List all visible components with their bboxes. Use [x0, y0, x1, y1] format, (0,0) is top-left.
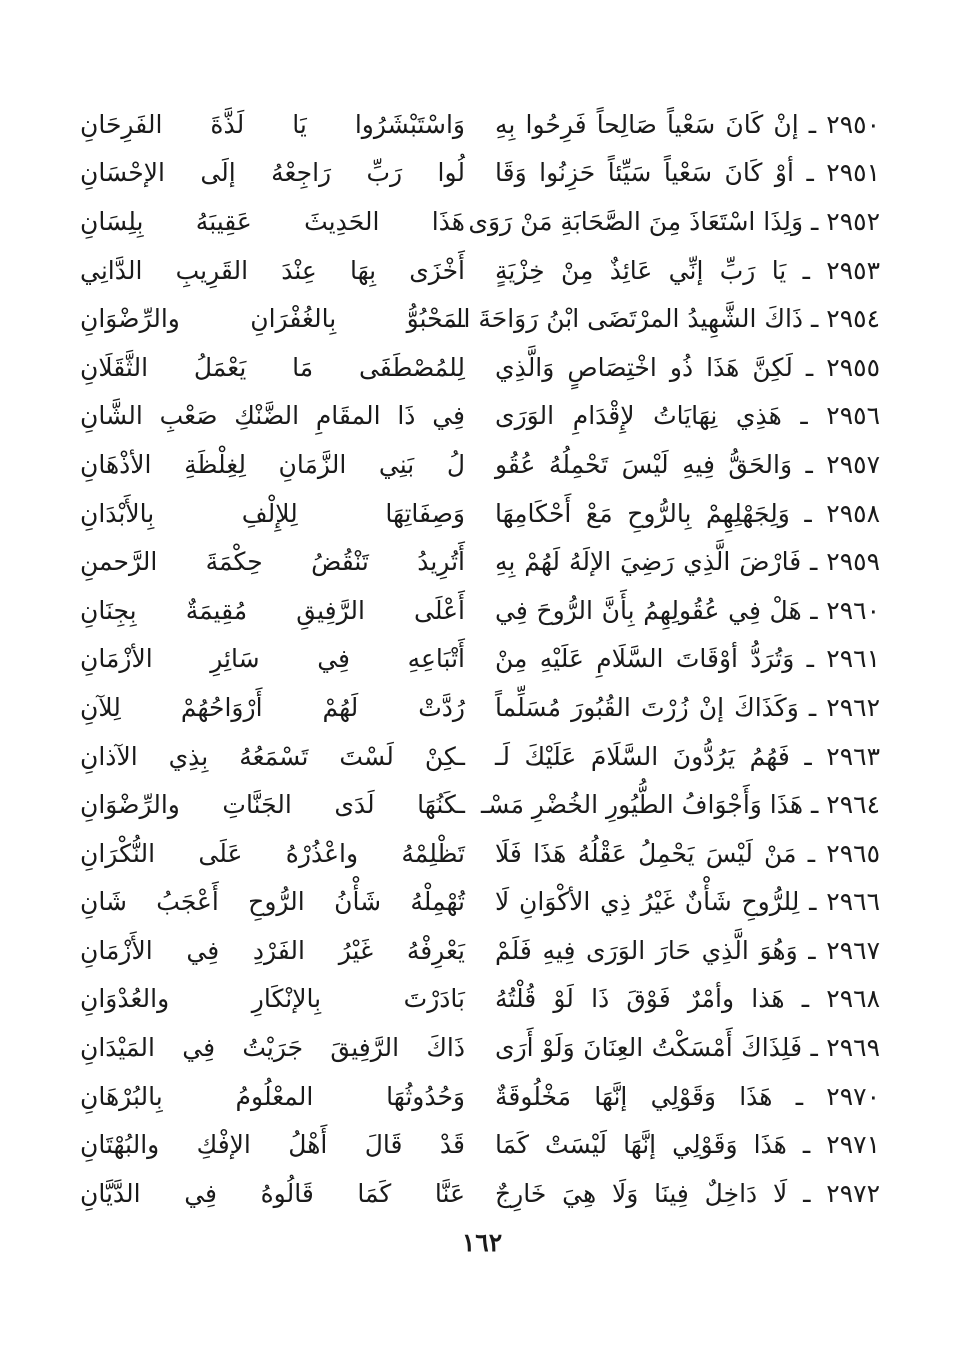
verse-first-hemistich: ٢٩٦١ ـ وَتُرَدُّ أوْقَاتَ السَّلَامِ عَلَيْهِ مِنْ [495, 644, 880, 674]
verse-second-hemistich: أَخْزَى بِهَا عِنْدَ القَرِيبِ الدَّانِي [80, 255, 465, 285]
verse-second-hemistich: ـمَحْبُوُّ بِالغُفْرَانِ والرِّضْوَانِ [80, 304, 465, 334]
page-number: ١٦٢ [461, 1228, 503, 1257]
verse-row [80, 392, 880, 441]
verse-second-hemistich: لِلمُصْطَفَى مَا يَعْمَلُ الثَّقَلَانِ [80, 352, 465, 382]
verse-first-hemistich: ٢٩٥٥ ـ لَكِنَّ هَذَا ذُو اخْتِصَاصٍ وَالَّذِي [495, 352, 880, 382]
verse-row [80, 829, 880, 878]
verse-row [80, 683, 880, 732]
verse-row [80, 975, 880, 1024]
verse-first-hemistich: ٢٩٥٧ ـ وَالحَقُّ فِيهِ لَيْسَ تَحْمِلُهُ عُقُو [495, 449, 880, 479]
verse-second-hemistich: أَتْبَاعِهِ فِي سَائِرِ الأزْمَانِ [80, 644, 465, 674]
verse-second-hemistich: تَظْلِمْهُ واعْذُرْهُ عَلَى النُّكْرَانِ [80, 838, 465, 868]
verse-second-hemistich: قَدْ قَالَ أَهْلُ الإفْكِ والبُهْتَانِ [80, 1130, 465, 1160]
verse-first-hemistich: ٢٩٧٠ ـ هَذَا وَقَوْلِي إنَّهَا مَخْلُوقَةٌ [495, 1081, 880, 1111]
verse-row [80, 343, 880, 392]
verse-second-hemistich: ـكِنْ لَسْتَ تَسْمَعُهُ بِذِي الآذانِ [80, 741, 465, 771]
verse-first-hemistich: ٢٩٦٣ ـ فَهُمُ يَرُدُّونَ السَّلَامَ عَلَيْكَ لَـ [495, 741, 880, 771]
verse-first-hemistich: ٢٩٥٣ ـ يَا رَبِّ إنِّي عَائِذٌ مِنْ خِزْيَةٍ [495, 255, 880, 285]
verse-first-hemistich: ٢٩٥٢ ـ وَلِذَا اسْتَعَاذَ مِنَ الصَّحَابَةِ مَنْ رَوَى [468, 206, 880, 236]
verse-first-hemistich: ٢٩٧١ ـ هَذَا وَقَوْلِي إنَّهَا لَيْسَتْ كَمَا [495, 1130, 880, 1160]
verse-row [80, 294, 880, 343]
verse-second-hemistich: أَعْلَى الرَّفِيقِ مُقِيمَةٌ بِجِنَانِ [80, 595, 465, 625]
verse-second-hemistich: تُهْمِلْهُ شَأْنُ الرُّوحِ أَعْجَبُ شَانِ [80, 887, 465, 917]
verse-second-hemistich: رُدَّتْ لَهُمْ أَرْوَاحُهُمْ لِلآنِ [80, 692, 465, 722]
verse-first-hemistich: ٢٩٧٢ ـ لَا دَاخِلٌ فِينَا وَلَا هِيَ خَارِجٌ [495, 1178, 880, 1208]
verse-second-hemistich: وَاسْتَبْشَرُوا يَا لَذَّةَ الفَرِحَانِ [80, 109, 465, 139]
verse-second-hemistich: ـكَنُهَا لَدَى الجَنَّاتِ والرِّضْوَانِ [80, 790, 465, 820]
verse-first-hemistich: ٢٩٥٠ ـ إنْ كَانَ سَعْياً صَالِحاً فَرِحُوا بِهِ [495, 109, 880, 139]
verse-second-hemistich: يَعْرِفْهُ غَيْرُ الفَرْدِ فِي الأَزْمَانِ [80, 935, 465, 965]
verse-second-hemistich: هَذَا الحَدِيثَ عَقِيبَهُ بِلِسَانِ [80, 206, 465, 236]
verse-row [80, 1072, 880, 1121]
verse-second-hemistich: فِي ذَا المقَامِ الضَّنْكِ صَعْبِ الشَّانِ [80, 401, 465, 431]
verse-first-hemistich: ٢٩٦٥ ـ مَنْ لَيْسَ يَحْمِلُ عَقْلُهُ هَذَا فَلَا [495, 838, 880, 868]
poem-verses [80, 100, 880, 1218]
verse-second-hemistich: وَصِفَاتِهَا لِلإِلْفِ بِالأَبْدَانِ [80, 498, 465, 528]
verse-row [80, 878, 880, 927]
verse-second-hemistich: عَنَّا كَمَا قَالُوهُ فِي الدَّيَّانِ [80, 1178, 465, 1208]
verse-first-hemistich: ٢٩٥٨ ـ وَلِجَهْلِهِمْ بِالرُّوحِ مَعْ أَحْكَامِهَا [495, 498, 880, 528]
verse-first-hemistich: ٢٩٦٠ ـ هَلْ فِي عُقُولِهِمُ بِأَنَّ الرُّوحَ فِي [495, 595, 880, 625]
verse-second-hemistich: أَتُرِيدُ تَنْقُضُ حِكْمَةَ الرَّحمنِ [80, 547, 465, 577]
verse-row [80, 1023, 880, 1072]
verse-second-hemistich: وَحُدُوثُهَا المعْلُومُ بِالبُرْهَانِ [80, 1081, 465, 1111]
verse-first-hemistich: ٢٩٦٦ ـ لِلرُّوحِ شَأْنٌ غَيْرُ ذِي الأكْوَانِ لَا [495, 887, 880, 917]
verse-row [80, 1120, 880, 1169]
verse-row [80, 246, 880, 295]
verse-row [80, 926, 880, 975]
verse-first-hemistich: ٢٩٥٩ ـ فَارْضَ الَّذِي رَضِيَ الإلَهُ لَهُمْ بِهِ [495, 547, 880, 577]
verse-first-hemistich: ٢٩٦٨ ـ هَذا وأمْرٌ فَوْقَ ذَا لَوْ قُلْتُهُ [495, 984, 880, 1014]
verse-row [80, 197, 880, 246]
verse-row [80, 537, 880, 586]
verse-row [80, 489, 880, 538]
verse-first-hemistich: ٢٩٥١ ـ أوْ كَانَ سَعْياً سَيِّئاً حَزِنُوا وَقَا [495, 158, 880, 188]
verse-first-hemistich: ٢٩٦٩ ـ فَلِذَاكَ أَمْسَكْتُ العِنَانَ وَلَوْ أَرَى [495, 1033, 880, 1063]
verse-second-hemistich: بَادَرْتَ بِالإنْكَارِ والعُدْوَانِ [80, 984, 465, 1014]
verse-second-hemistich: لُوا رَبِّ رَاجِعْهُ إلَى الإحْسَانِ [80, 158, 465, 188]
verse-row [80, 586, 880, 635]
verse-first-hemistich: ٢٩٥٤ ـ ذَاكَ الشَّهِيدُ المرْتَضَى ابْنُ رَوَاحَةَ الـ [448, 304, 880, 334]
verse-first-hemistich: ٢٩٥٦ ـ هَذِي نِهَايَاتُ لإِقْدَامِ الوَرَى [495, 401, 880, 431]
verse-row [80, 149, 880, 198]
verse-first-hemistich: ٢٩٦٢ ـ وَكَذَاكَ إنْ زُرْتَ القُبُورَ مُسَلِّماً [495, 692, 880, 722]
verse-row [80, 780, 880, 829]
verse-row [80, 732, 880, 781]
verse-row [80, 440, 880, 489]
verse-second-hemistich: لُ بَنِي الزَّمَانِ لِغِلْظَةِ الأذْهَانِ [80, 449, 465, 479]
verse-row [80, 100, 880, 149]
verse-second-hemistich: ذَاكَ الرَّفِيقَ جَرَيْتُ فِي المَيْدَانِ [80, 1033, 465, 1063]
verse-row [80, 635, 880, 684]
verse-row [80, 1169, 880, 1218]
verse-first-hemistich: ٢٩٦٤ ـ هَذَا وَأَجْوَافُ الطُّيُورِ الخُضْرِ مَسْـ [480, 790, 880, 820]
verse-first-hemistich: ٢٩٦٧ ـ وَهُوَ الَّذِي حَارَ الوَرَى فِيهِ فَلَمْ [495, 935, 880, 965]
